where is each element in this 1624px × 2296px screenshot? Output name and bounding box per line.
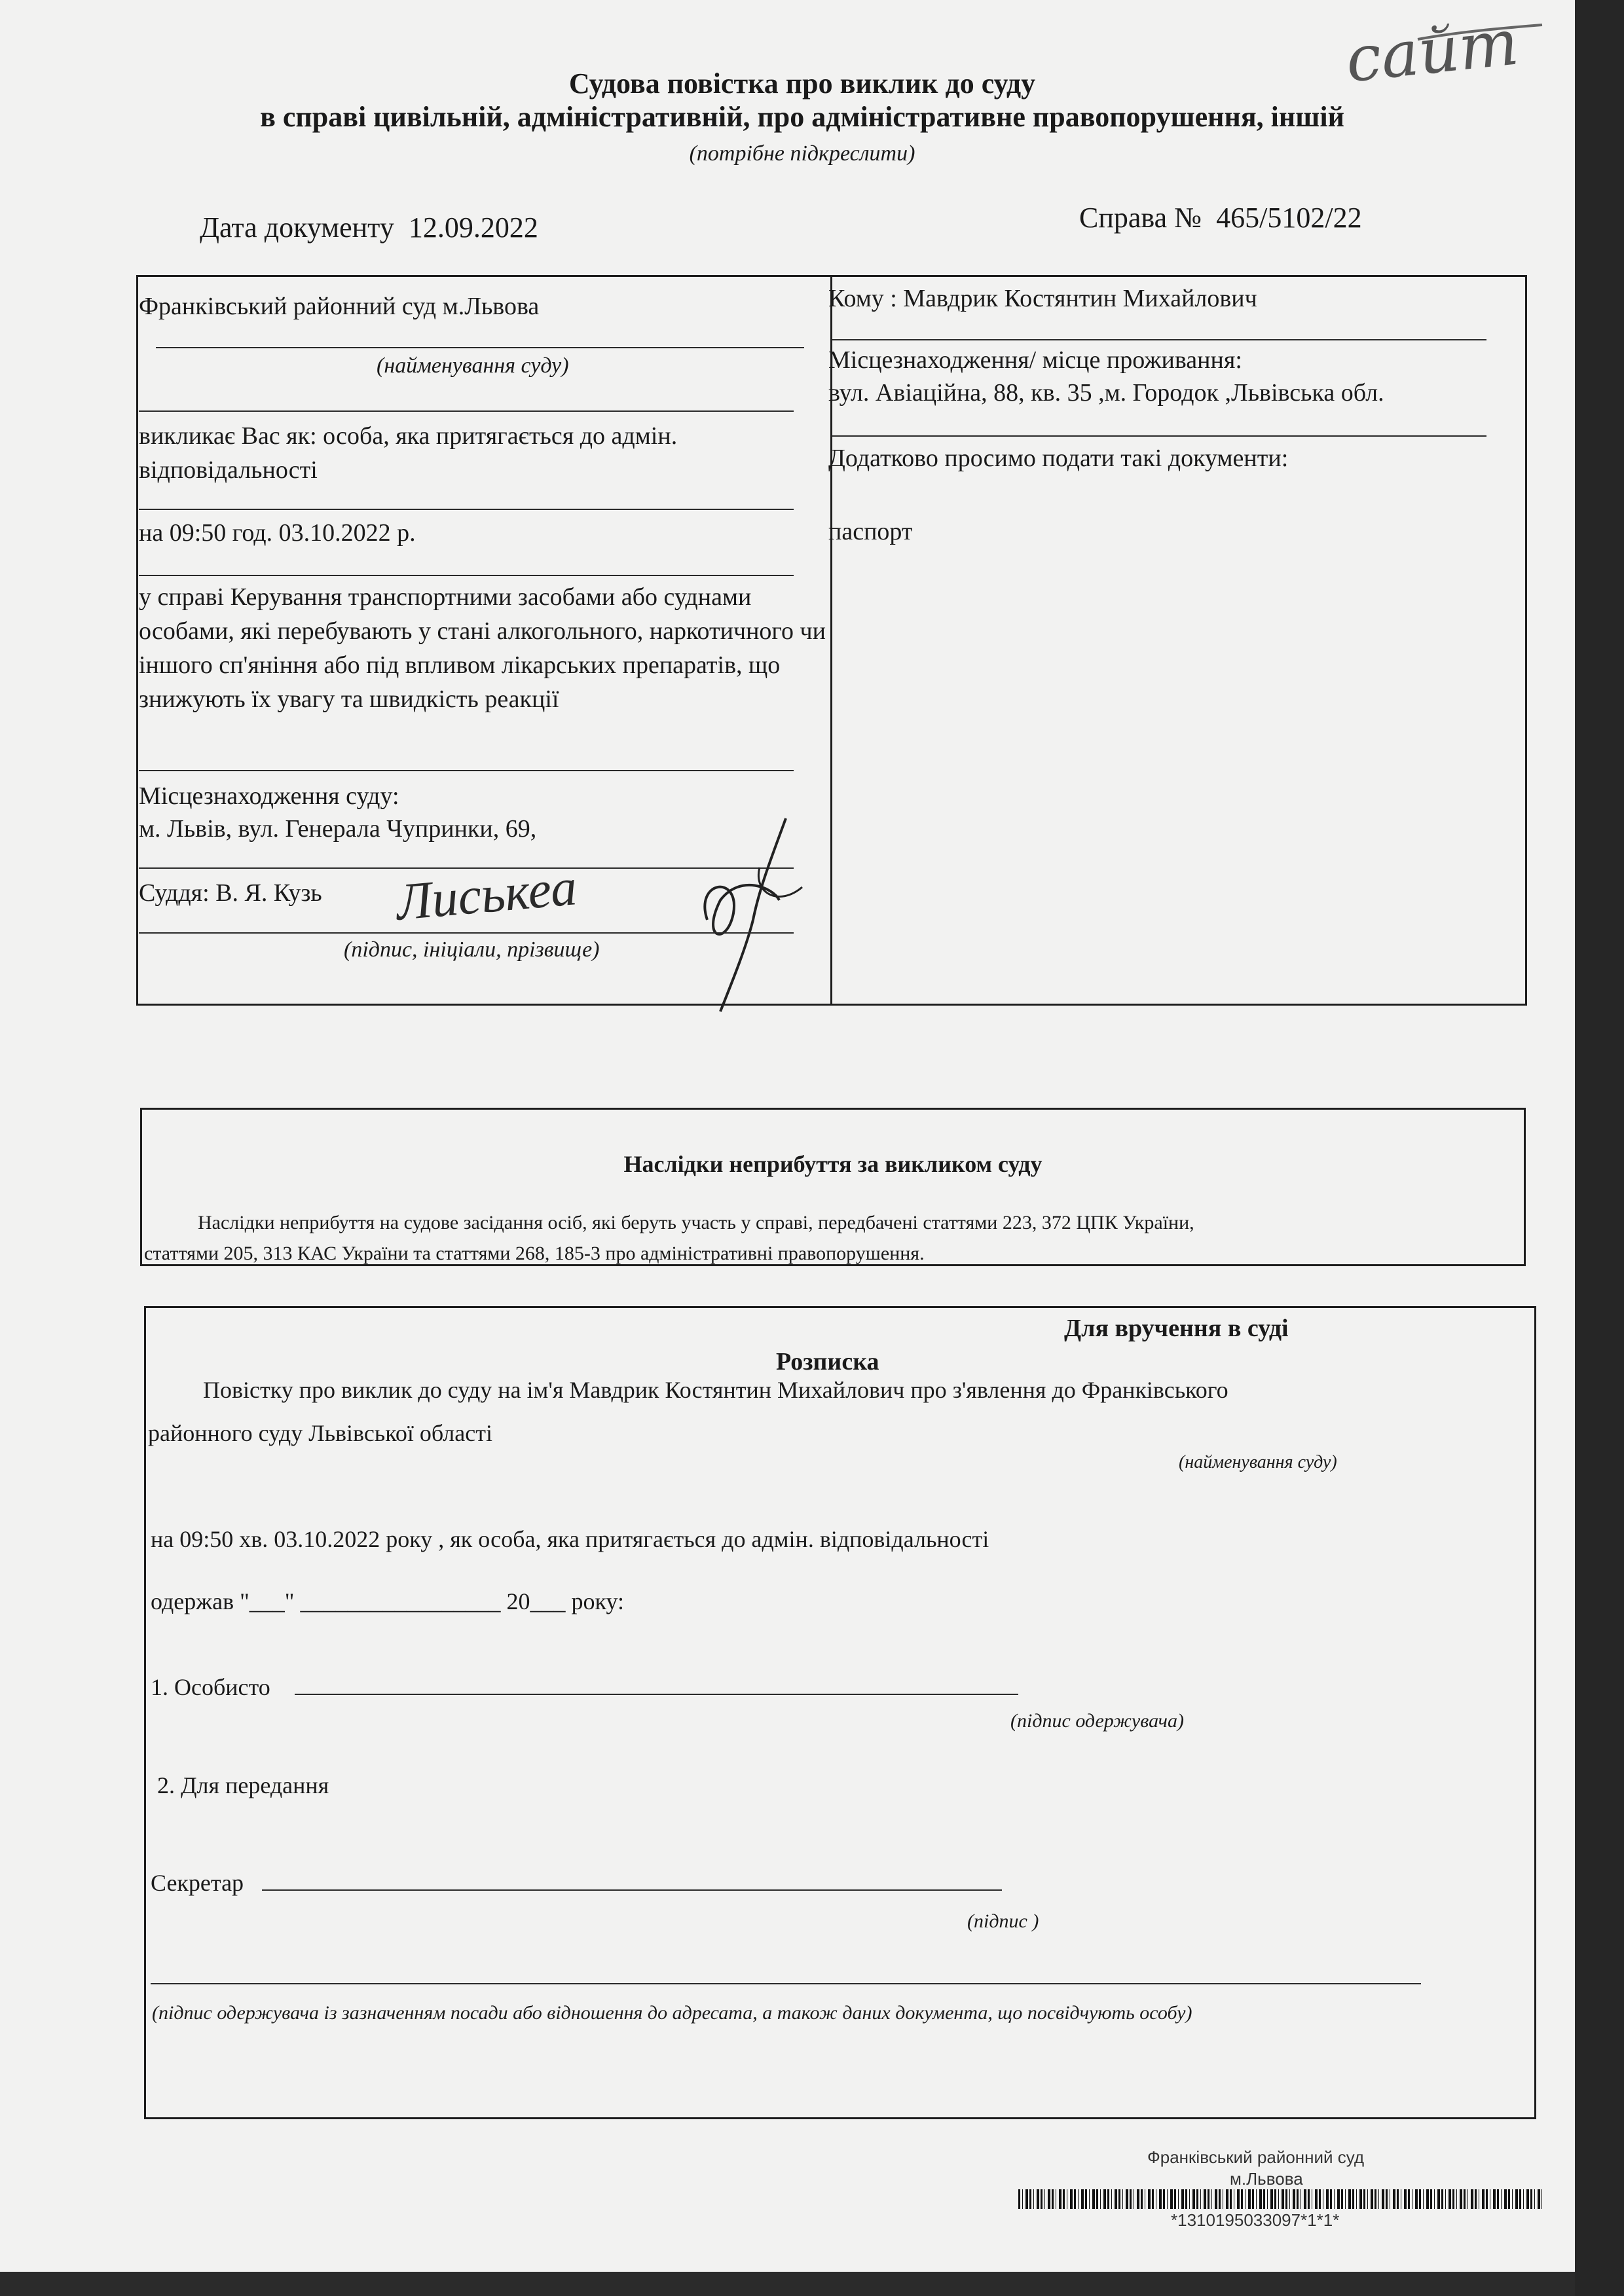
left-separator-3	[139, 575, 794, 576]
consequences-text-line1: Наслідки неприбуття на судове засідання осіб, які беруть участь у справі, передбачені статтями 223, 372 ЦПК України,	[198, 1212, 1194, 1233]
judge-name: Суддя: В. Я. Кузь	[139, 879, 322, 907]
case-value: 465/5102/22	[1216, 202, 1362, 234]
personally-label: 1. Особисто	[151, 1674, 270, 1700]
case-subject: у справі Керування транспортними засобами або суднами особами, які перебувають у стані алкогольного, наркотичного чи іншого сп'яніння або під впливом лікарських препаратів, що знижують їх увагу та швидкість реакції	[139, 583, 826, 713]
case-label: Справа №	[1079, 202, 1202, 234]
court-location-label: Місцезнаходження суду:	[139, 782, 399, 810]
documents-label: Додатково просимо подати такі документи:	[828, 445, 1289, 472]
receipt-bottom-line	[151, 1983, 1421, 1984]
corner-mark-stroke	[1414, 20, 1545, 46]
personally-signature-line	[295, 1694, 1018, 1695]
date-value: 12.09.2022	[408, 211, 538, 244]
court-name: Франківський районний суд м.Львова	[139, 293, 540, 320]
bottom-signature-caption: (підпис одержувача із зазначенням посади або відношення до адресата, а також даних документа, що посвідчують особу)	[152, 2002, 1192, 2024]
left-separator-1	[139, 410, 794, 412]
court-name-line	[156, 347, 804, 348]
summons-role: викликає Вас як: особа, яка притягається до адмін. відповідальності	[139, 422, 678, 484]
case-number	[1079, 201, 1362, 234]
corner-handwritten-mark: сайт	[1342, 5, 1522, 97]
left-separator-2	[139, 509, 794, 510]
court-caption: (найменування суду)	[1179, 1452, 1337, 1472]
documents-list: паспорт	[828, 518, 913, 545]
hearing-time: на 09:50 год. 03.10.2022 р.	[139, 519, 416, 547]
residence-label: Місцезнаходження/ місце проживання:	[828, 346, 1242, 374]
date-label: Дата документу	[200, 211, 394, 244]
recipient-name: Кому : Мавдрик Костянтин Михайлович	[828, 285, 1257, 312]
right-separator-2	[832, 435, 1486, 437]
document-date	[200, 211, 538, 244]
left-separator-4	[139, 770, 794, 771]
residence-address: вул. Авіаційна, 88, кв. 35 ,м. Городок ,Львівська обл.	[828, 379, 1384, 407]
recipient-signature-caption: (підпис одержувача)	[1010, 1710, 1184, 1732]
for-transfer-label: 2. Для передання	[157, 1772, 329, 1798]
court-location: м. Львів, вул. Генерала Чупринки, 69,	[139, 815, 537, 843]
scan-edge-right	[1575, 0, 1624, 2296]
received-date-line: одержав "___" _________________ 20___ року:	[151, 1588, 625, 1614]
receipt-time-line: на 09:50 хв. 03.10.2022 року , як особа, яка притягається до адмін. відповідальності	[151, 1526, 989, 1552]
barcode-number: *1310195033097*1*1*	[1171, 2210, 1340, 2230]
consequences-text-line2: статтями 205, 313 КАС України та статтями 268, 185-3 про адміністративні правопорушення.	[144, 1243, 925, 1264]
court-stamp-text: Франківський районний суд	[1147, 2147, 1365, 2167]
underline-note: (потрібне підкреслити)	[689, 141, 915, 166]
court-stamp-city: м.Львова	[1230, 2169, 1303, 2189]
secretary-label: Секретар	[151, 1870, 244, 1896]
receipt-line2: районного суду Львівської області	[148, 1420, 492, 1446]
for-court-delivery: Для вручення в суді	[1064, 1315, 1289, 1342]
consequences-title: Наслідки неприбуття за викликом суду	[623, 1151, 1043, 1177]
scan-edge-bottom	[0, 2272, 1575, 2296]
signature-caption: (підпис, ініціали, прізвище)	[344, 938, 600, 962]
receipt-title: Розписка	[776, 1348, 879, 1376]
summons-title: Судова повістка про виклик до суду	[568, 67, 1036, 100]
secretary-signature-caption: (підпис )	[967, 1910, 1039, 1932]
right-separator-1	[832, 339, 1486, 340]
left-separator-6	[139, 932, 794, 934]
judge-signature-flourish	[681, 815, 812, 1018]
secretary-signature-line	[262, 1889, 1002, 1891]
receipt-line1: Повістку про виклик до суду на ім'я Мавдрик Костянтин Михайлович про з'явлення до Франківського	[203, 1377, 1228, 1403]
court-name-caption: (найменування суду)	[377, 354, 569, 378]
judge-signature-handwritten: Лиськеа	[394, 858, 580, 932]
barcode	[1018, 2189, 1542, 2209]
summons-subtitle: в справі цивільній, адміністративній, про адміністративне правопорушення, іншій	[260, 101, 1344, 133]
